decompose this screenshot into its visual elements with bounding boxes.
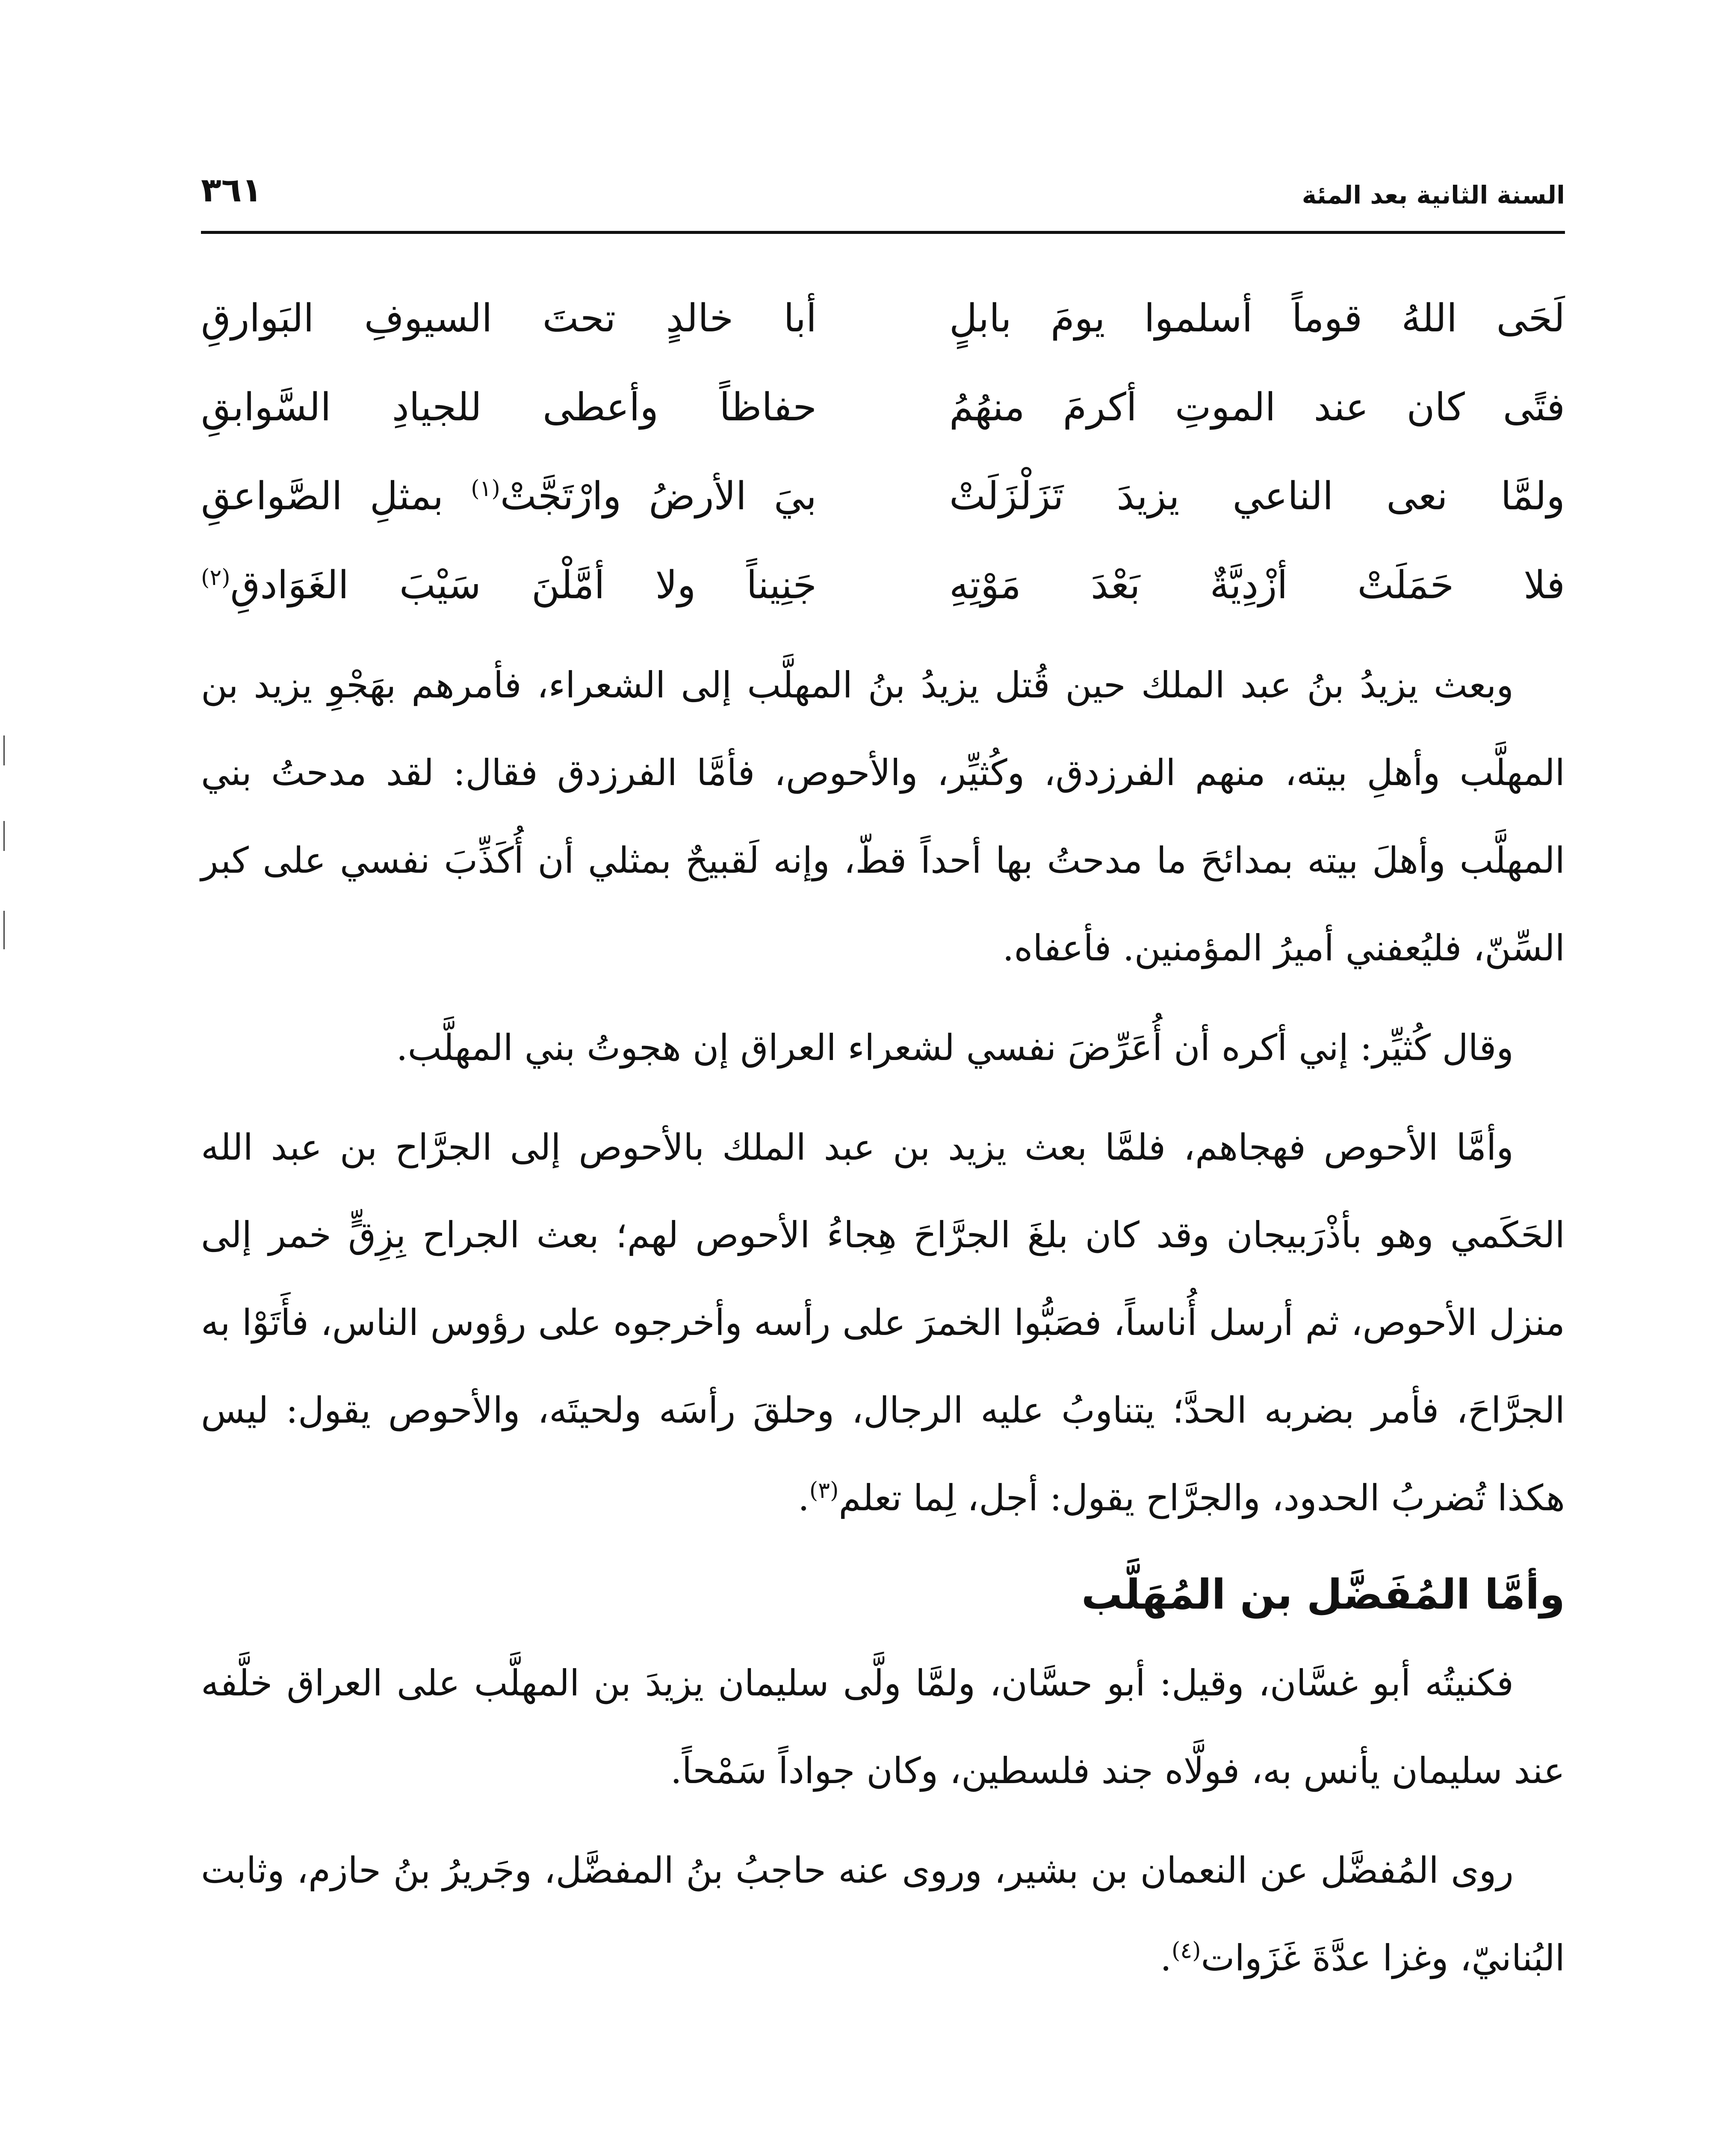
- poem-hemistich-first: فتًى كان عند الموتِ أكرمَ منهُمُ: [949, 384, 1565, 430]
- book-page: [201, 0, 1565, 2138]
- paragraph-text: .: [1160, 1937, 1172, 1979]
- poem-text: جَنِيناً ولا أمَّلْنَ سَيْبَ الغَوَادقِ: [230, 562, 817, 608]
- poem-hemistich-first: ولمَّا نعى الناعي يزيدَ تَزَلْزَلَتْ: [949, 473, 1565, 519]
- paragraph: وبعث يزيدُ بنُ عبد الملك حين قُتل يزيدُ بنُ المهلَّب إلى الشعراء، فأمرهم بهَجْوِ يزيد بن المهلَّب وأهلِ بيته، منهم الفرزدق، وكُثيِّر، والأحوص، فأمَّا الفرزدق فقال: لقد مدحتُ بني المهلَّب وأهلَ بيته بمدائحَ ما مدحتُ بها أحداً قطّ، وإنه لَقبيحٌ بمثلي أن أُكَذِّبَ نفسي على كبر السِّنّ، فليُعفني أميرُ المؤمنين. فأعفاه.: [201, 664, 1565, 969]
- scan-margin-mark: [3, 735, 5, 765]
- poem-hemistich-second: أبا خالدٍ تحتَ السيوفِ البَوارقِ: [201, 295, 817, 341]
- section-heading: وأمَّا المُفَضَّل بن المُهَلَّب: [1081, 1571, 1565, 1618]
- poem-text: بمثلِ الصَّواعقِ: [201, 473, 471, 519]
- paragraph-text: .: [798, 1477, 809, 1519]
- header-rule: [201, 231, 1565, 234]
- scan-margin-mark: [3, 821, 5, 851]
- poem-line: [201, 274, 1565, 363]
- paragraph: فكنيتُه أبو غسَّان، وقيل: أبو حسَّان، ولمَّا ولَّى سليمان يزيدَ بن المهلَّب على العراق خلَّفه عند سليمان يأنس به، فولَّاه جند فلسطين، وكان جواداً سَمْحاً.: [201, 1662, 1565, 1792]
- paragraph: وقال كُثيِّر: إني أكره أن أُعَرِّضَ نفسي لشعراء العراق إن هجوتُ بني المهلَّب.: [396, 1027, 1514, 1069]
- scan-margin-mark: [3, 911, 5, 949]
- poem-hemistich-second: حفاظاً وأعطى للجيادِ السَّوابقِ: [201, 384, 817, 430]
- page-header: [201, 162, 1565, 210]
- page-number: ٣٦١: [201, 171, 262, 210]
- body-text: [201, 641, 1565, 2014]
- poem-line: [201, 452, 1565, 540]
- paragraph: [201, 1104, 1565, 1542]
- footnote-ref: (٣): [809, 1478, 839, 1503]
- poem-hemistich-second: [201, 563, 817, 608]
- paragraph-text: وأمَّا الأحوص فهجاهم، فلمَّا بعث يزيد بن عبد الملك بالأحوص إلى الجرَّاح بن عبد الله الحَكَمي وهو بأذْرَبيجان وقد كان بلغَ الجرَّاحَ هِجاءُ الأحوص لهم؛ بعث الجراح بِزِقٍّ خمر إلى منزل الأحوص، ثم أرسل أُناساً، فصَبُّوا الخمرَ على رأسه وأخرجوه على رؤوس الناس، فأَتَوْا به الجرَّاحَ، فأمر بضربه الحدَّ؛ يتناوبُ عليه الرجال، وحلقَ رأسَه ولحيتَه، والأحوص يقول: ليس هكذا تُضربُ الحدود، والجرَّاح يقول: أجل، لِما تعلم: [201, 1126, 1565, 1519]
- footnote-ref: (١): [471, 475, 500, 502]
- paragraph-text: روى المُفضَّل عن النعمان بن بشير، وروى عنه حاجبُ بنُ المفضَّل، وجَريرُ بنُ حازم، وثابت البُنانيّ، وغزا عدَّةَ غَزَوات: [201, 1849, 1565, 1979]
- poem-hemistich-second: [201, 474, 817, 519]
- poem-line: [201, 363, 1565, 452]
- poem-text: بيَ الأرضُ وارْتَجَّتْ: [500, 473, 817, 519]
- poem-line: [201, 540, 1565, 629]
- poem-hemistich-first: فلا حَمَلَتْ أزْدِيَّةٌ بَعْدَ مَوْتِهِ: [949, 562, 1565, 608]
- paragraph: [201, 1827, 1565, 2002]
- poem-hemistich-first: لَحَى اللهُ قوماً أسلموا يومَ بابلٍ: [949, 295, 1565, 341]
- running-title: السنة الثانية بعد المئة: [1302, 180, 1565, 210]
- poem: [201, 274, 1565, 629]
- footnote-ref: (٤): [1171, 1938, 1201, 1964]
- footnote-ref: (٢): [201, 564, 230, 591]
